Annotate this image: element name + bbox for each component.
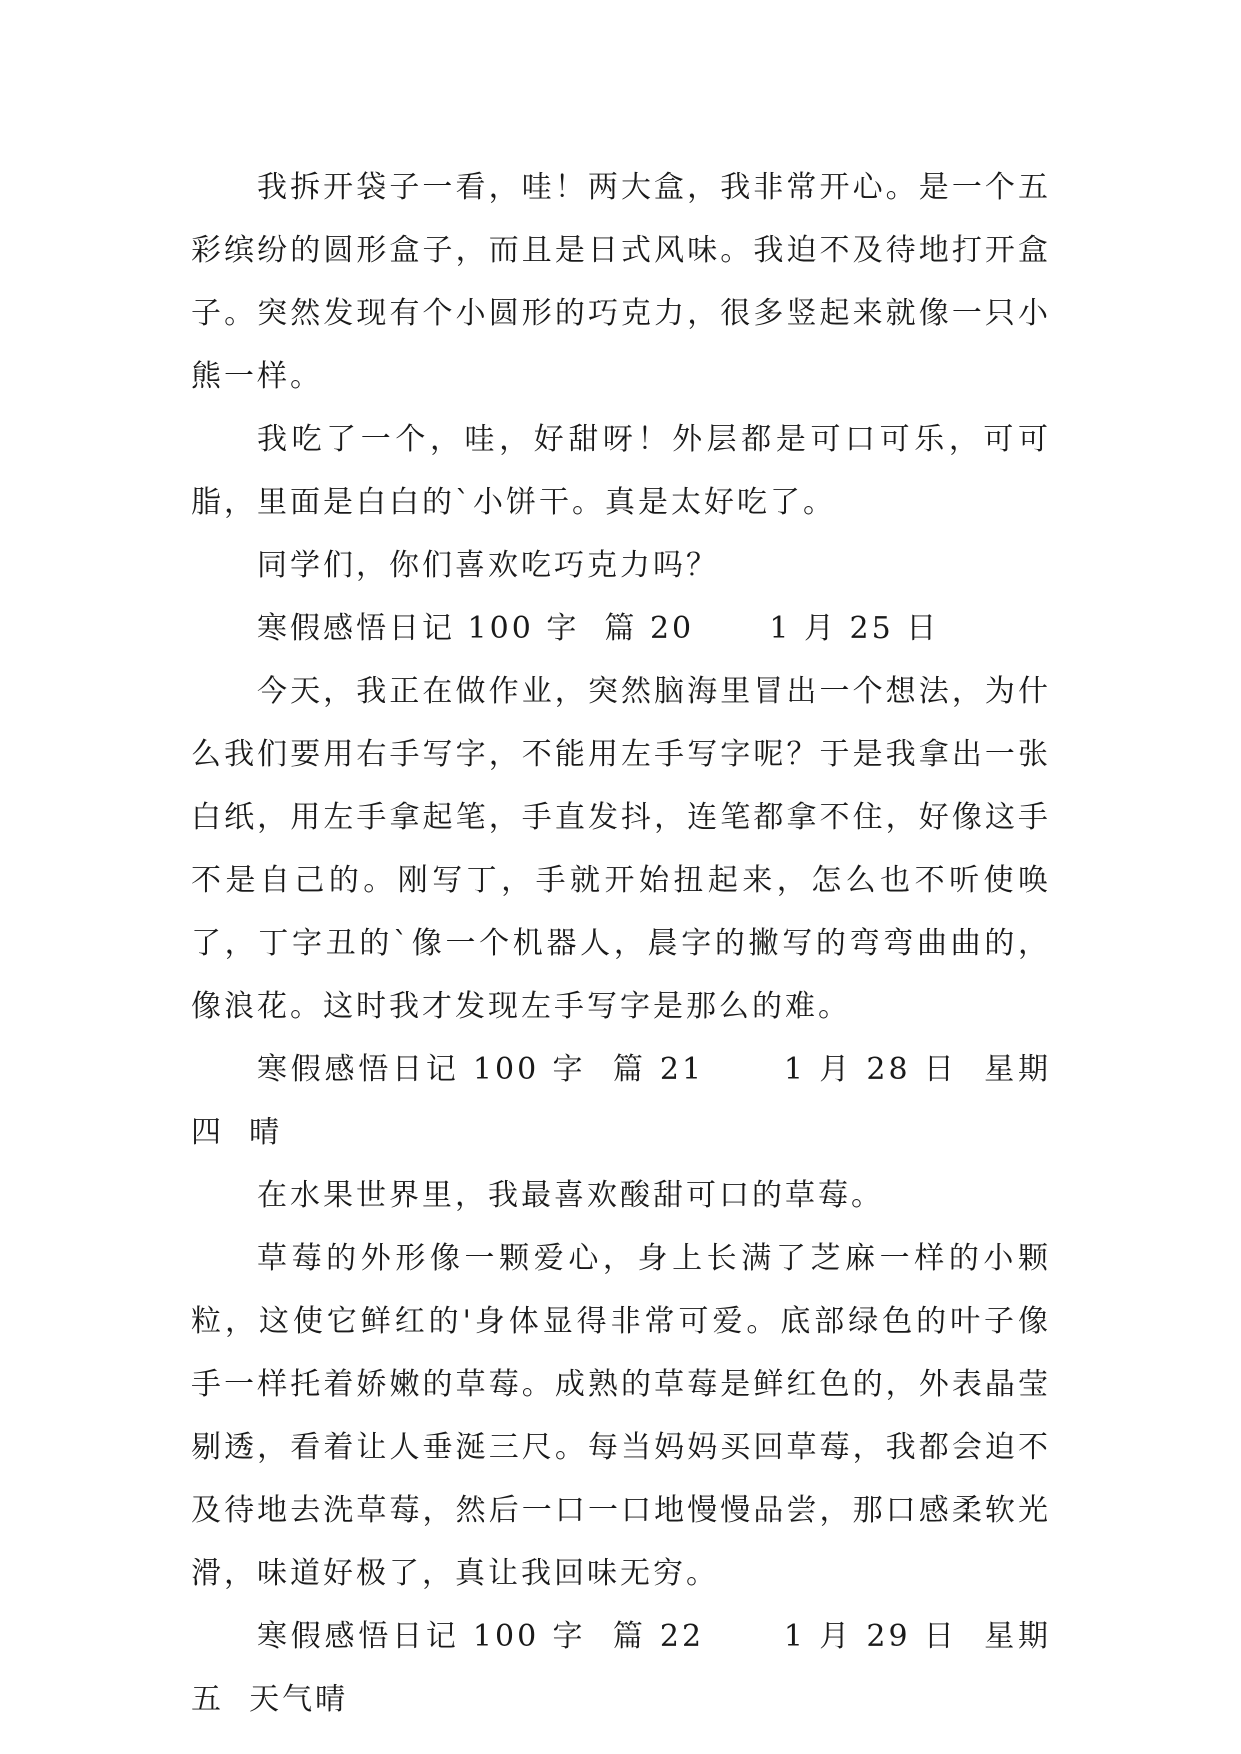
paragraph-fruit-world: 在水果世界里，我最喜欢酸甜可口的草莓。 (257, 1178, 884, 1213)
paragraph-strawberry: 草莓的外形像一颗爱心，身上长满了芝麻一样的小颗粒，这使它鲜红的'身体显得非常可爱。底部绿色的叶子像手一样托着娇嫩的草莓。成熟的草莓是鲜红色的，外表晶莹剔透，看着让人垂涎三尺。每当妈妈买回草莓，我都会迫不及待地去洗草莓，然后一口一口地慢慢品尝，那口感柔软光滑，味道好极了，真让我回味无穷。 (191, 1241, 1051, 1591)
paragraph-left-hand: 今天，我正在做作业，突然脑海里冒出一个想法，为什么我们要用右手写字，不能用左手写字呢？于是我拿出一张白纸，用左手拿起笔，手直发抖，连笔都拿不住，好像这手不是自己的。刚写丁，手就开始扭起来，怎么也不听使唤了，丁字丑的`像一个机器人，晨字的撇写的弯弯曲曲的，像浪花。这时我才发现左手写字是那么的难。 (191, 674, 1051, 1024)
entry-heading-20: 寒假感悟日记 100 字 篇 20 1 月 25 日 (257, 611, 940, 646)
entry-heading-21: 寒假感悟日记 100 字 篇 21 1 月 28 日 星期四 晴 (191, 1052, 1051, 1150)
document-body (191, 156, 1051, 1731)
entry-heading-22: 寒假感悟日记 100 字 篇 22 1 月 29 日 星期五 天气晴 (191, 1619, 1051, 1717)
paragraph-chocolate-taste: 我吃了一个，哇，好甜呀！外层都是可口可乐，可可脂，里面是白白的`小饼干。真是太好吃了。 (191, 422, 1051, 520)
paragraph-chocolate-box: 我拆开袋子一看，哇！两大盒，我非常开心。是一个五彩缤纷的圆形盒子，而且是日式风味。我迫不及待地打开盒子。突然发现有个小圆形的巧克力，很多竖起来就像一只小熊一样。 (191, 170, 1051, 394)
paragraph-question: 同学们，你们喜欢吃巧克力吗？ (257, 548, 719, 583)
